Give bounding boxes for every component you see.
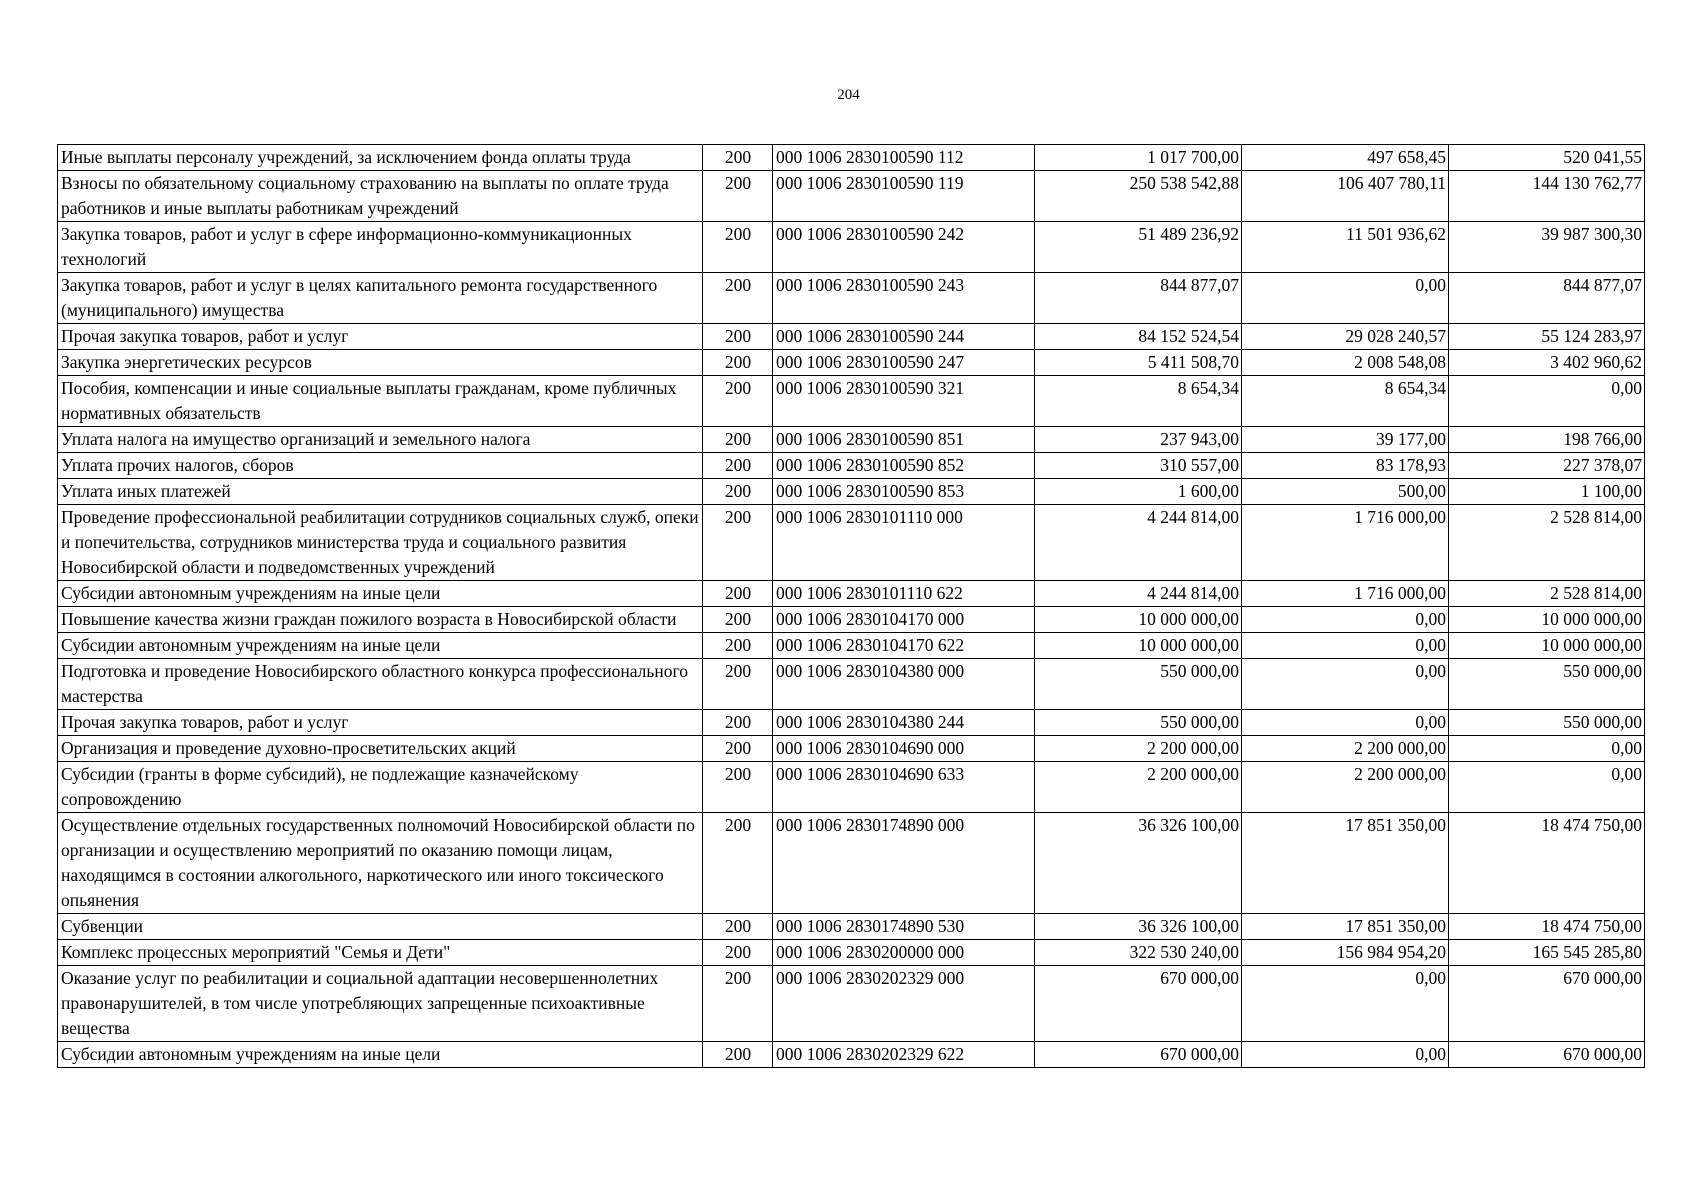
row-name: Закупка товаров, работ и услуг в сфере информационно-коммуникационных технологий [58, 222, 703, 273]
row-name: Взносы по обязательному социальному страхованию на выплаты по оплате труда работников и иные выплаты работникам учреждений [58, 171, 703, 222]
row-admin-code: 200 [703, 505, 773, 581]
row-budget-code: 000 1006 2830174890 530 [773, 914, 1035, 940]
row-unexecuted-amount: 0,00 [1449, 736, 1645, 762]
row-unexecuted-amount: 144 130 762,77 [1449, 171, 1645, 222]
row-unexecuted-amount: 550 000,00 [1449, 659, 1645, 710]
row-executed-amount: 0,00 [1242, 1042, 1449, 1068]
row-admin-code: 200 [703, 171, 773, 222]
row-name: Подготовка и проведение Новосибирского областного конкурса профессионального мастерства [58, 659, 703, 710]
table-row [58, 813, 1645, 914]
table-row [58, 453, 1645, 479]
row-unexecuted-amount: 0,00 [1449, 762, 1645, 813]
table-row [58, 479, 1645, 505]
row-budget-code: 000 1006 2830100590 853 [773, 479, 1035, 505]
table-row [58, 762, 1645, 813]
row-budget-code: 000 1006 2830202329 622 [773, 1042, 1035, 1068]
row-executed-amount: 106 407 780,11 [1242, 171, 1449, 222]
row-budget-code: 000 1006 2830202329 000 [773, 966, 1035, 1042]
row-unexecuted-amount: 39 987 300,30 [1449, 222, 1645, 273]
row-name: Закупка энергетических ресурсов [58, 350, 703, 376]
row-unexecuted-amount: 550 000,00 [1449, 710, 1645, 736]
row-name: Пособия, компенсации и иные социальные выплаты гражданам, кроме публичных нормативных обязательств [58, 376, 703, 427]
row-unexecuted-amount: 0,00 [1449, 376, 1645, 427]
row-executed-amount: 39 177,00 [1242, 427, 1449, 453]
row-name: Иные выплаты персоналу учреждений, за исключением фонда оплаты труда [58, 145, 703, 171]
row-admin-code: 200 [703, 350, 773, 376]
row-unexecuted-amount: 520 041,55 [1449, 145, 1645, 171]
row-admin-code: 200 [703, 914, 773, 940]
row-executed-amount: 0,00 [1242, 273, 1449, 324]
table-row [58, 581, 1645, 607]
row-executed-amount: 156 984 954,20 [1242, 940, 1449, 966]
budget-table-body [58, 145, 1645, 1068]
row-admin-code: 200 [703, 376, 773, 427]
table-row [58, 633, 1645, 659]
table-row [58, 376, 1645, 427]
table-row [58, 659, 1645, 710]
row-executed-amount: 2 200 000,00 [1242, 736, 1449, 762]
row-admin-code: 200 [703, 710, 773, 736]
row-name: Субсидии (гранты в форме субсидий), не подлежащие казначейскому сопровождению [58, 762, 703, 813]
row-name: Оказание услуг по реабилитации и социальной адаптации несовершеннолетних правонарушителей, в том числе употребляющих запрещенные психоактивные вещества [58, 966, 703, 1042]
row-admin-code: 200 [703, 966, 773, 1042]
row-executed-amount: 1 716 000,00 [1242, 581, 1449, 607]
row-admin-code: 200 [703, 427, 773, 453]
row-unexecuted-amount: 10 000 000,00 [1449, 633, 1645, 659]
row-admin-code: 200 [703, 659, 773, 710]
row-executed-amount: 0,00 [1242, 607, 1449, 633]
row-budget-code: 000 1006 2830174890 000 [773, 813, 1035, 914]
row-admin-code: 200 [703, 453, 773, 479]
row-budget-code: 000 1006 2830104380 244 [773, 710, 1035, 736]
row-name: Осуществление отдельных государственных полномочий Новосибирской области по организации и осуществлению мероприятий по оказанию помощи лицам, находящимся в состоянии алкогольного, наркотического или иного токсического опьянения [58, 813, 703, 914]
row-budget-code: 000 1006 2830104690 633 [773, 762, 1035, 813]
row-approved-amount: 36 326 100,00 [1035, 813, 1242, 914]
row-admin-code: 200 [703, 762, 773, 813]
row-executed-amount: 11 501 936,62 [1242, 222, 1449, 273]
row-executed-amount: 0,00 [1242, 659, 1449, 710]
row-unexecuted-amount: 10 000 000,00 [1449, 607, 1645, 633]
table-row [58, 914, 1645, 940]
row-admin-code: 200 [703, 940, 773, 966]
row-unexecuted-amount: 18 474 750,00 [1449, 813, 1645, 914]
table-row [58, 710, 1645, 736]
row-executed-amount: 29 028 240,57 [1242, 324, 1449, 350]
row-budget-code: 000 1006 2830100590 321 [773, 376, 1035, 427]
table-row [58, 1042, 1645, 1068]
row-executed-amount: 2 200 000,00 [1242, 762, 1449, 813]
row-approved-amount: 1 600,00 [1035, 479, 1242, 505]
row-name: Прочая закупка товаров, работ и услуг [58, 324, 703, 350]
row-approved-amount: 844 877,07 [1035, 273, 1242, 324]
row-admin-code: 200 [703, 736, 773, 762]
row-executed-amount: 83 178,93 [1242, 453, 1449, 479]
row-budget-code: 000 1006 2830104380 000 [773, 659, 1035, 710]
row-executed-amount: 17 851 350,00 [1242, 914, 1449, 940]
row-approved-amount: 670 000,00 [1035, 1042, 1242, 1068]
row-unexecuted-amount: 670 000,00 [1449, 966, 1645, 1042]
budget-table [57, 144, 1645, 1068]
row-budget-code: 000 1006 2830101110 000 [773, 505, 1035, 581]
row-approved-amount: 36 326 100,00 [1035, 914, 1242, 940]
row-budget-code: 000 1006 2830200000 000 [773, 940, 1035, 966]
row-name: Субсидии автономным учреждениям на иные цели [58, 633, 703, 659]
table-row [58, 607, 1645, 633]
table-row [58, 350, 1645, 376]
row-executed-amount: 0,00 [1242, 633, 1449, 659]
table-row [58, 427, 1645, 453]
row-executed-amount: 497 658,45 [1242, 145, 1449, 171]
row-name: Уплата прочих налогов, сборов [58, 453, 703, 479]
row-admin-code: 200 [703, 479, 773, 505]
row-approved-amount: 84 152 524,54 [1035, 324, 1242, 350]
row-admin-code: 200 [703, 633, 773, 659]
row-budget-code: 000 1006 2830100590 112 [773, 145, 1035, 171]
row-admin-code: 200 [703, 813, 773, 914]
row-name: Субвенции [58, 914, 703, 940]
row-approved-amount: 10 000 000,00 [1035, 633, 1242, 659]
row-admin-code: 200 [703, 581, 773, 607]
row-name: Прочая закупка товаров, работ и услуг [58, 710, 703, 736]
row-approved-amount: 550 000,00 [1035, 710, 1242, 736]
row-admin-code: 200 [703, 273, 773, 324]
row-approved-amount: 4 244 814,00 [1035, 581, 1242, 607]
row-unexecuted-amount: 18 474 750,00 [1449, 914, 1645, 940]
table-row [58, 145, 1645, 171]
table-row [58, 736, 1645, 762]
row-admin-code: 200 [703, 607, 773, 633]
row-executed-amount: 500,00 [1242, 479, 1449, 505]
row-name: Закупка товаров, работ и услуг в целях капитального ремонта государственного (муниципального) имущества [58, 273, 703, 324]
row-approved-amount: 2 200 000,00 [1035, 762, 1242, 813]
row-approved-amount: 310 557,00 [1035, 453, 1242, 479]
row-executed-amount: 0,00 [1242, 710, 1449, 736]
row-name: Уплата налога на имущество организаций и земельного налога [58, 427, 703, 453]
row-name: Организация и проведение духовно-просветительских акций [58, 736, 703, 762]
row-admin-code: 200 [703, 222, 773, 273]
row-approved-amount: 322 530 240,00 [1035, 940, 1242, 966]
row-admin-code: 200 [703, 1042, 773, 1068]
table-row [58, 273, 1645, 324]
row-unexecuted-amount: 844 877,07 [1449, 273, 1645, 324]
row-admin-code: 200 [703, 324, 773, 350]
row-budget-code: 000 1006 2830104690 000 [773, 736, 1035, 762]
row-budget-code: 000 1006 2830104170 000 [773, 607, 1035, 633]
row-budget-code: 000 1006 2830100590 247 [773, 350, 1035, 376]
row-unexecuted-amount: 165 545 285,80 [1449, 940, 1645, 966]
row-name: Субсидии автономным учреждениям на иные цели [58, 1042, 703, 1068]
row-budget-code: 000 1006 2830100590 244 [773, 324, 1035, 350]
row-approved-amount: 5 411 508,70 [1035, 350, 1242, 376]
row-approved-amount: 4 244 814,00 [1035, 505, 1242, 581]
row-name: Повышение качества жизни граждан пожилого возраста в Новосибирской области [58, 607, 703, 633]
row-name: Комплекс процессных мероприятий "Семья и Дети" [58, 940, 703, 966]
row-budget-code: 000 1006 2830100590 242 [773, 222, 1035, 273]
table-row [58, 222, 1645, 273]
row-unexecuted-amount: 1 100,00 [1449, 479, 1645, 505]
row-approved-amount: 2 200 000,00 [1035, 736, 1242, 762]
table-row [58, 966, 1645, 1042]
row-budget-code: 000 1006 2830100590 852 [773, 453, 1035, 479]
row-approved-amount: 1 017 700,00 [1035, 145, 1242, 171]
row-executed-amount: 1 716 000,00 [1242, 505, 1449, 581]
row-budget-code: 000 1006 2830104170 622 [773, 633, 1035, 659]
row-name: Проведение профессиональной реабилитации сотрудников социальных служб, опеки и попечительства, сотрудников министерства труда и социального развития Новосибирской области и подведомственных учреждений [58, 505, 703, 581]
row-approved-amount: 250 538 542,88 [1035, 171, 1242, 222]
row-budget-code: 000 1006 2830100590 243 [773, 273, 1035, 324]
row-executed-amount: 2 008 548,08 [1242, 350, 1449, 376]
row-unexecuted-amount: 198 766,00 [1449, 427, 1645, 453]
row-budget-code: 000 1006 2830100590 119 [773, 171, 1035, 222]
row-approved-amount: 8 654,34 [1035, 376, 1242, 427]
row-budget-code: 000 1006 2830100590 851 [773, 427, 1035, 453]
row-unexecuted-amount: 55 124 283,97 [1449, 324, 1645, 350]
table-row [58, 940, 1645, 966]
row-executed-amount: 17 851 350,00 [1242, 813, 1449, 914]
row-executed-amount: 0,00 [1242, 966, 1449, 1042]
row-name: Субсидии автономным учреждениям на иные цели [58, 581, 703, 607]
row-budget-code: 000 1006 2830101110 622 [773, 581, 1035, 607]
row-name: Уплата иных платежей [58, 479, 703, 505]
row-unexecuted-amount: 670 000,00 [1449, 1042, 1645, 1068]
row-unexecuted-amount: 3 402 960,62 [1449, 350, 1645, 376]
row-approved-amount: 51 489 236,92 [1035, 222, 1242, 273]
row-approved-amount: 670 000,00 [1035, 966, 1242, 1042]
row-unexecuted-amount: 227 378,07 [1449, 453, 1645, 479]
row-admin-code: 200 [703, 145, 773, 171]
table-row [58, 324, 1645, 350]
row-approved-amount: 237 943,00 [1035, 427, 1242, 453]
row-approved-amount: 10 000 000,00 [1035, 607, 1242, 633]
row-executed-amount: 8 654,34 [1242, 376, 1449, 427]
row-unexecuted-amount: 2 528 814,00 [1449, 505, 1645, 581]
row-approved-amount: 550 000,00 [1035, 659, 1242, 710]
page-number: 204 [837, 87, 860, 103]
table-row [58, 171, 1645, 222]
row-unexecuted-amount: 2 528 814,00 [1449, 581, 1645, 607]
table-row [58, 505, 1645, 581]
